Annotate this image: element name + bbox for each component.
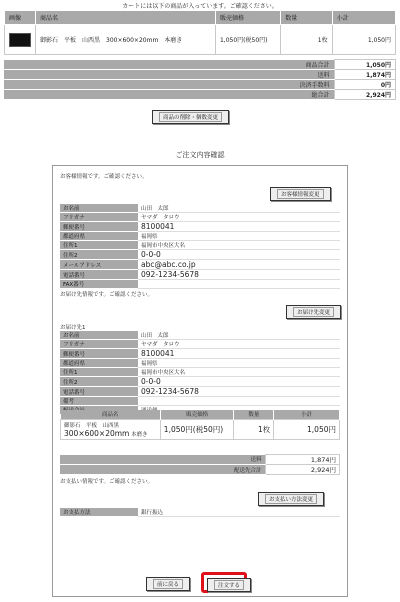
edit-customer-label: お客様情報変更 [277, 189, 324, 199]
product-thumbnail[interactable] [9, 33, 31, 47]
shipping-note: お届け先情報です。ご確認ください。 [60, 292, 154, 298]
field-label: 住所1 [60, 368, 138, 377]
field-label: 郵便番号 [60, 222, 138, 232]
edit-customer-button[interactable] [270, 187, 331, 201]
table-row [60, 368, 340, 377]
field-value [138, 397, 340, 406]
order-items-table [60, 410, 340, 440]
table-row [60, 241, 340, 250]
field-value [138, 280, 340, 289]
total-value: 2,924円 [334, 90, 396, 100]
back-label: 前に戻る [153, 579, 183, 589]
total-value: 1,874円 [334, 70, 396, 80]
table-row [60, 331, 340, 340]
payment-note: お支払い情報です。ご確認ください。 [60, 479, 154, 485]
table-row [60, 377, 340, 387]
product-subtotal: 1,050円 [332, 25, 395, 55]
total-value: 2,924円 [265, 465, 340, 475]
field-label: フリガナ [60, 340, 138, 349]
table-row [60, 340, 340, 349]
field-value: 山田 太郎 [138, 331, 340, 340]
table-row [60, 397, 340, 406]
table-row [60, 359, 340, 368]
field-value: 092-1234-5678 [138, 270, 340, 280]
total-value: 0円 [334, 80, 396, 90]
order-item-subtotal: 1,050円 [274, 419, 340, 439]
col-price: 販売価格 [160, 410, 234, 419]
page-title: ご注文内容確認 [175, 151, 225, 159]
table-row [60, 387, 340, 397]
col-qty: 数量 [234, 410, 274, 419]
field-label: 電話番号 [60, 387, 138, 397]
table-row [60, 508, 340, 517]
table-row [61, 419, 340, 439]
order-header-row [61, 410, 340, 419]
table-row [60, 280, 340, 289]
change-cart-label: 商品の削除・個数変更 [159, 112, 222, 122]
field-label: お支払方法 [60, 508, 138, 517]
product-name[interactable]: 御影石 平板 山西黒 300×600×20mm 本磨き [36, 25, 216, 55]
cart-totals [4, 59, 396, 100]
field-value: 8100041 [138, 222, 340, 232]
col-price: 販売価格 [215, 11, 280, 25]
field-label: FAX番号 [60, 280, 138, 289]
field-value: abc@abc.co.jp [138, 260, 340, 270]
place-order-button[interactable] [207, 578, 251, 592]
total-value: 1,050円 [334, 60, 396, 70]
product-thumbnail-cell [5, 25, 36, 55]
place-order-label: 注文する [214, 580, 244, 590]
shipping-info-table [60, 331, 340, 415]
order-item-name: 御影石 平板 山西黒 [64, 422, 120, 429]
total-label: 総合計 [4, 90, 334, 100]
table-row [60, 232, 340, 241]
cart-notice: カートには以下の商品が入っています。ご確認ください。 [122, 3, 278, 10]
total-label: 決済手数料 [4, 80, 334, 90]
field-label: メールアドレス [60, 260, 138, 270]
product-price: 1,050円(税50円) [215, 25, 280, 55]
total-row [60, 455, 340, 465]
order-totals [60, 454, 340, 475]
table-row [60, 250, 340, 260]
field-label: 都道府県 [60, 359, 138, 368]
edit-shipping-button[interactable] [286, 305, 341, 319]
field-label: 備考 [60, 397, 138, 406]
table-row [5, 25, 396, 55]
field-value: ヤマダ タロウ [138, 213, 340, 222]
order-item-size: 300×600×20mm [64, 428, 130, 438]
customer-info-table [60, 204, 340, 289]
col-subtotal: 小計 [274, 410, 340, 419]
total-label: 送料 [60, 455, 265, 465]
order-confirm-panel [52, 165, 348, 597]
cart-table [4, 10, 396, 55]
field-label: 電話番号 [60, 270, 138, 280]
field-label: 住所2 [60, 377, 138, 387]
field-value: 福岡市中央区大名 [138, 368, 340, 377]
field-value: 0-0-0 [138, 377, 340, 387]
table-row [60, 349, 340, 359]
cart-header-row [5, 11, 396, 25]
table-row [60, 204, 340, 213]
field-label: 郵便番号 [60, 349, 138, 359]
customer-note: お客様情報です。ご確認ください。 [60, 174, 148, 180]
table-row [60, 270, 340, 280]
table-row [60, 260, 340, 270]
total-row [4, 70, 396, 80]
field-value: 福岡市中央区大名 [138, 241, 340, 250]
col-image: 画像 [5, 11, 36, 25]
shipping-heading: お届け先1 [60, 325, 86, 331]
field-label: フリガナ [60, 213, 138, 222]
order-item-price: 1,050円(税50円) [160, 419, 234, 439]
field-value: ヤマダ タロウ [138, 340, 340, 349]
field-label: 住所1 [60, 241, 138, 250]
col-product: 商品名 [36, 11, 216, 25]
col-subtotal: 小計 [332, 11, 395, 25]
total-row [60, 465, 340, 475]
total-label: 配送先合計 [60, 465, 265, 475]
table-row [60, 222, 340, 232]
field-label: お名前 [60, 331, 138, 340]
payment-info-table [60, 508, 340, 517]
order-item-qty: 1枚 [234, 419, 274, 439]
back-button[interactable] [146, 577, 190, 591]
field-value: 福岡県 [138, 359, 340, 368]
total-row [4, 80, 396, 90]
order-button-highlight [201, 572, 247, 593]
edit-payment-button[interactable] [258, 492, 324, 506]
field-value: 銀行振込 [138, 508, 340, 517]
total-label: 送料 [4, 70, 334, 80]
field-value: 福岡県 [138, 232, 340, 241]
total-row [4, 60, 396, 70]
total-label: 商品合計 [4, 60, 334, 70]
field-value: 山田 太郎 [138, 204, 340, 213]
total-row [4, 90, 396, 100]
field-label: 住所2 [60, 250, 138, 260]
field-value: 0-0-0 [138, 250, 340, 260]
field-label: お名前 [60, 204, 138, 213]
total-value: 1,874円 [265, 455, 340, 465]
col-qty: 数量 [281, 11, 332, 25]
field-value: 8100041 [138, 349, 340, 359]
order-item-finish: 本磨き [131, 431, 148, 438]
edit-payment-label: お支払い方法変更 [265, 494, 317, 504]
edit-shipping-label: お届け先変更 [293, 307, 334, 317]
col-product: 商品名 [61, 410, 161, 419]
product-qty: 1枚 [281, 25, 332, 55]
table-row [60, 213, 340, 222]
change-cart-button[interactable] [152, 110, 229, 124]
field-label: 都道府県 [60, 232, 138, 241]
field-value: 092-1234-5678 [138, 387, 340, 397]
order-item-name-cell [61, 419, 161, 439]
